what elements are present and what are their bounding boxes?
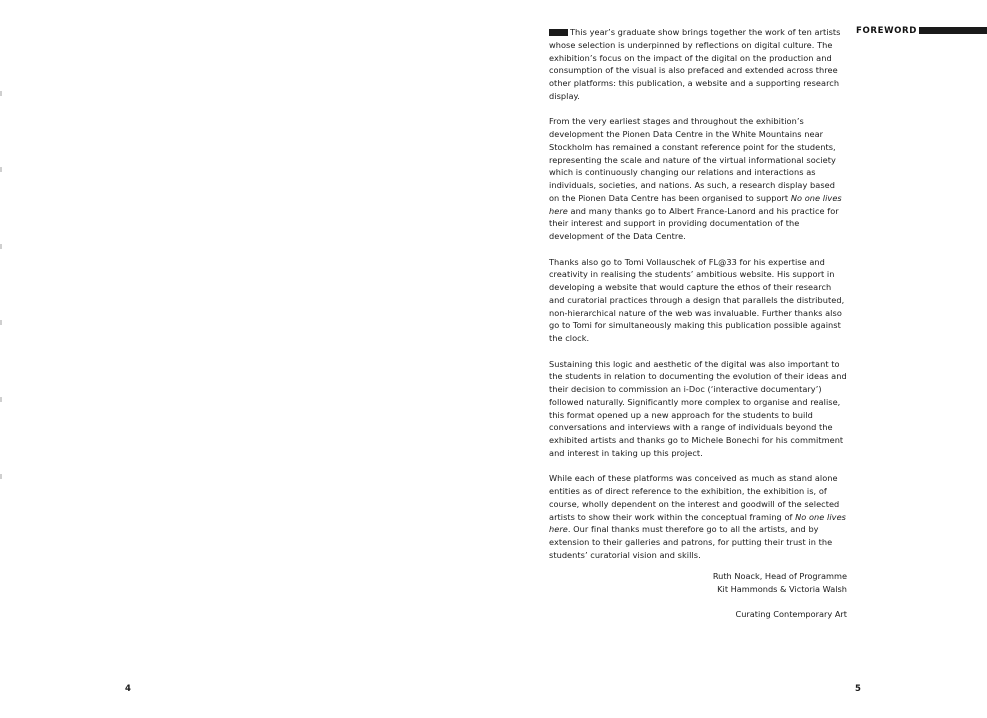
- left-page: [0, 0, 493, 718]
- paragraph-1: [549, 26, 847, 103]
- signature-block: [549, 570, 847, 621]
- margin-mark: [0, 91, 2, 96]
- paragraph-5-text-b: . Our final thanks must therefore go to all the artists, and by extension to their galleries and patrons, for putting their trust in the students’ curatorial vision and skills.: [549, 524, 833, 560]
- paragraph-2-text-a: From the very earliest stages and throughout the exhibition’s development the Pionen Data Centre in the White Mountains near Stockholm has remained a constant reference point for the students, representing the scale and nature of the virtual informational society which is continuously changing our relations and interactions as individuals, societies, and nations. As such, a research display based on the Pionen Data Centre has been organised to support: [549, 116, 836, 203]
- page-number-left: 4: [125, 684, 131, 694]
- section-title: FOREWORD: [856, 25, 917, 36]
- margin-mark: [0, 244, 2, 249]
- paragraph-1-text: This year’s graduate show brings together the work of ten artists whose selection is underpinned by reflections on digital culture. The exhibition’s focus on the impact of the digital on the production and consumption of the visual is also prefaced and extended across three other platforms: this publication, a website and a supporting research display.: [549, 27, 841, 101]
- margin-mark: [0, 474, 2, 479]
- page-number-right: 5: [855, 684, 861, 694]
- foreword-body: [549, 26, 847, 574]
- lead-bar-marker: [549, 29, 568, 36]
- signature-line-2: Kit Hammonds & Victoria Walsh: [717, 583, 847, 594]
- paragraph-2: [549, 115, 847, 243]
- signature-line-3: Curating Contemporary Art: [735, 609, 847, 620]
- margin-mark: [0, 397, 2, 402]
- section-heading: [856, 25, 987, 36]
- paragraph-5: [549, 472, 847, 561]
- exhibition-title: No one lives here: [549, 192, 842, 216]
- exhibition-title: No one lives here: [549, 511, 846, 535]
- paragraph-4: Sustaining this logic and aesthetic of the digital was also important to the students in relation to documenting the evolution of their ideas and their decision to commission an i-Doc (‘interactive documentary’) followed naturally. Significantly more complex to organise and realise, this format opened up a new approach for the students to build conversations and interviews with a range of individuals beyond the exhibited artists and thanks go to Michele Bonechi for his commitment and interest in taking up this project.: [549, 358, 847, 458]
- signature-line-1: Ruth Noack, Head of Programme: [712, 571, 847, 581]
- signature-spacer: [549, 596, 847, 609]
- heading-rule: [919, 27, 987, 34]
- paragraph-3: Thanks also go to Tomi Vollauschek of FL@33 for his expertise and creativity in realising the students’ ambitious website. His support in developing a website that would capture the ethos of their research and curatorial practices through a design that parallels the distributed, non-hierarchical nature of the web was invaluable. Further thanks also go to Tomi for simultaneously making this publication possible against the clock.: [549, 256, 845, 343]
- paragraph-2-text-b: and many thanks go to Albert France-Lanord and his practice for their interest and support in providing documentation of the development of the Data Centre.: [549, 205, 839, 241]
- right-page: [493, 0, 987, 718]
- paragraph-5-text-a: While each of these platforms was conceived as much as stand alone entities as of direct reference to the exhibition, the exhibition is, of course, wholly dependent on the interest and goodwill of the selected artists to show their work within the conceptual framing of: [549, 473, 840, 522]
- margin-mark: [0, 320, 2, 325]
- margin-mark: [0, 167, 2, 172]
